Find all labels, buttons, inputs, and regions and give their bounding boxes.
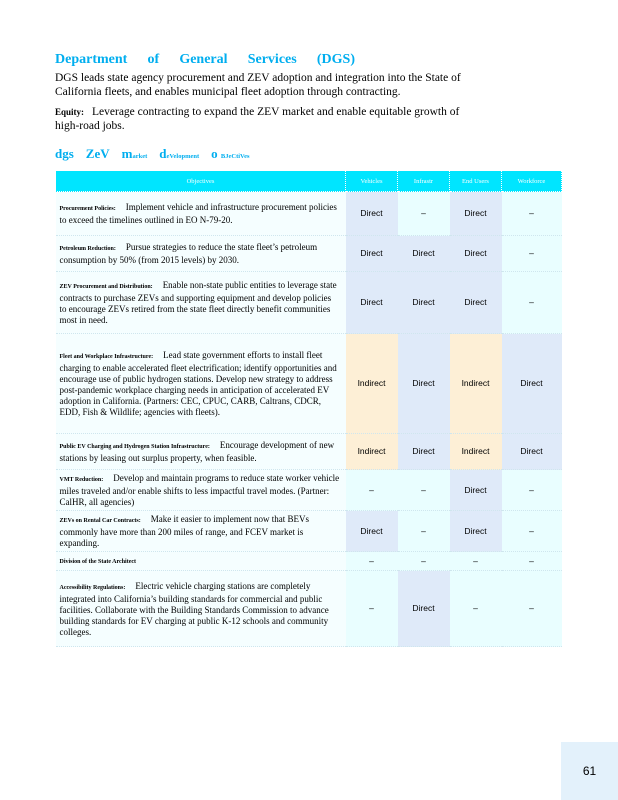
objective-text: Electric vehicle charging stations are completely integrated into California’s building standards for commercial and public facilities. Collaborate with the Building Standards Commission to advance building standards for EV charging at public K-12 schools and community colleges.: [59, 580, 329, 637]
objective-text: Lead state government efforts to install fleet charging to enable accelerated fleet electrification; identify opportunities and encourage use of public hydrogen stations. Develop new strategy to address post-pandemic workplace charging needs in anticipation of accelerated EV adoption in California. (Partners: CEC, CPUC, CARB, Caltrans, CDCR, EDD, Fish & Wildlife; agencies with fleets).: [59, 350, 337, 417]
table-row: [56, 552, 562, 571]
impact-cell: –: [346, 552, 398, 571]
objective-label: ZEV Procurement and Distribution:: [59, 284, 153, 290]
impact-cell: Indirect: [346, 334, 398, 434]
table-row: [56, 192, 562, 236]
column-header: Objectives: [56, 171, 346, 192]
impact-cell: –: [502, 571, 562, 647]
table-row: [56, 470, 562, 511]
subheading-part: ZeV: [85, 146, 110, 161]
column-header: Infrastr: [398, 171, 450, 192]
page-title: [55, 52, 355, 68]
column-header: Workforce: [502, 171, 562, 192]
objective-text: Develop and maintain programs to reduce state worker vehicle miles traveled and/or enable shifts to less impactful travel modes. (Partner: CalHR, all agencies): [59, 473, 340, 507]
impact-cell: –: [398, 192, 450, 236]
impact-cell: Direct: [450, 192, 502, 236]
subheading-part: deVelopment: [159, 146, 200, 161]
title-word: of: [147, 52, 160, 67]
subheading-part: o BJeCtiVes: [211, 146, 250, 161]
impact-cell: Direct: [398, 236, 450, 272]
impact-cell: –: [502, 470, 562, 511]
title-word: (DGS): [316, 52, 355, 67]
impact-cell: –: [346, 571, 398, 647]
impact-cell: Indirect: [450, 434, 502, 470]
objective-cell: [56, 511, 346, 552]
title-word: Services: [247, 52, 297, 67]
section-subheading: [55, 146, 250, 162]
objective-label: Fleet and Workplace Infrastructure:: [59, 354, 154, 360]
table-row: [56, 511, 562, 552]
impact-cell: Direct: [398, 334, 450, 434]
table-row: [56, 236, 562, 272]
impact-cell: Direct: [398, 434, 450, 470]
table-row: [56, 334, 562, 434]
objective-cell: [56, 192, 346, 236]
impact-cell: –: [450, 552, 502, 571]
objective-label: Accessibility Regulations:: [59, 584, 126, 591]
subheading-part: market: [121, 146, 148, 161]
objective-text: Pursue strategies to reduce the state fleet’s petroleum consumption by 50% (from 2015 levels) by 2030.: [59, 242, 318, 265]
impact-cell: –: [346, 470, 398, 511]
column-header: End Users: [450, 171, 502, 192]
objective-text: Make it easier to implement now that BEVs commonly have more than 200 miles of range, and FCEV market is expanding.: [59, 514, 309, 548]
impact-cell: –: [398, 511, 450, 552]
equity-statement: [55, 106, 485, 133]
objective-label: Division of the State Architect: [59, 559, 137, 565]
title-word: Department: [55, 52, 128, 67]
impact-cell: –: [398, 552, 450, 571]
impact-cell: –: [502, 272, 562, 334]
objective-cell: [56, 552, 346, 571]
impact-cell: Indirect: [346, 434, 398, 470]
impact-cell: Direct: [346, 236, 398, 272]
impact-cell: –: [502, 192, 562, 236]
objective-label: Procurement Policies:: [59, 206, 116, 212]
impact-cell: Direct: [450, 470, 502, 511]
title-word: General: [179, 52, 228, 67]
objective-cell: [56, 334, 346, 434]
impact-cell: –: [398, 470, 450, 511]
impact-cell: –: [502, 552, 562, 571]
impact-cell: Direct: [450, 236, 502, 272]
impact-cell: Direct: [398, 571, 450, 647]
objective-cell: [56, 571, 346, 647]
objective-cell: [56, 236, 346, 272]
intro-paragraph: DGS leads state agency procurement and ZEV adoption and integration into the State of California fleets, and enables municipal fleet adoption through contracting.: [55, 72, 461, 98]
impact-cell: Direct: [450, 511, 502, 552]
objective-cell: [56, 470, 346, 511]
impact-cell: Direct: [346, 511, 398, 552]
impact-cell: Direct: [450, 272, 502, 334]
objective-cell: [56, 434, 346, 470]
impact-cell: –: [450, 571, 502, 647]
objective-text: Enable non-state public entities to leverage state contracts to purchase ZEVs and supporting equipment and develop policies to encourage ZEVs retired from the state fleet directly benefit communities most in need.: [59, 280, 337, 325]
impact-cell: Direct: [346, 272, 398, 334]
subheading-part: dgs: [55, 146, 74, 161]
objective-label: Petroleum Reduction:: [59, 246, 116, 252]
impact-cell: –: [502, 511, 562, 552]
equity-text: Leverage contracting to expand the ZEV market and enable equitable growth of high-road jobs.: [55, 106, 460, 132]
equity-label: Equity:: [55, 107, 85, 117]
page-number-box: [561, 742, 618, 800]
objectives-table: [55, 170, 562, 647]
column-header: Vehicles: [346, 171, 398, 192]
impact-cell: Direct: [398, 272, 450, 334]
objective-text: Encourage development of new stations by leasing out surplus property, when feasible.: [59, 440, 335, 463]
objective-label: VMT Reduction:: [59, 477, 104, 483]
impact-cell: Direct: [346, 192, 398, 236]
table-header-row: [56, 171, 562, 192]
objective-cell: [56, 272, 346, 334]
page-number: 61: [582, 764, 597, 778]
table-body: [56, 192, 562, 647]
impact-cell: –: [502, 236, 562, 272]
impact-cell: Indirect: [450, 334, 502, 434]
table-row: [56, 272, 562, 334]
objective-text: Implement vehicle and infrastructure procurement policies to exceed the timelines outlined in EO N-79-20.: [59, 202, 337, 225]
impact-cell: Direct: [502, 434, 562, 470]
objective-label: Public EV Charging and Hydrogen Station Infrastructure:: [59, 444, 210, 450]
table-row: [56, 434, 562, 470]
impact-cell: Direct: [502, 334, 562, 434]
objective-label: ZEVs on Rental Car Contracts:: [59, 518, 141, 524]
table-row: [56, 571, 562, 647]
